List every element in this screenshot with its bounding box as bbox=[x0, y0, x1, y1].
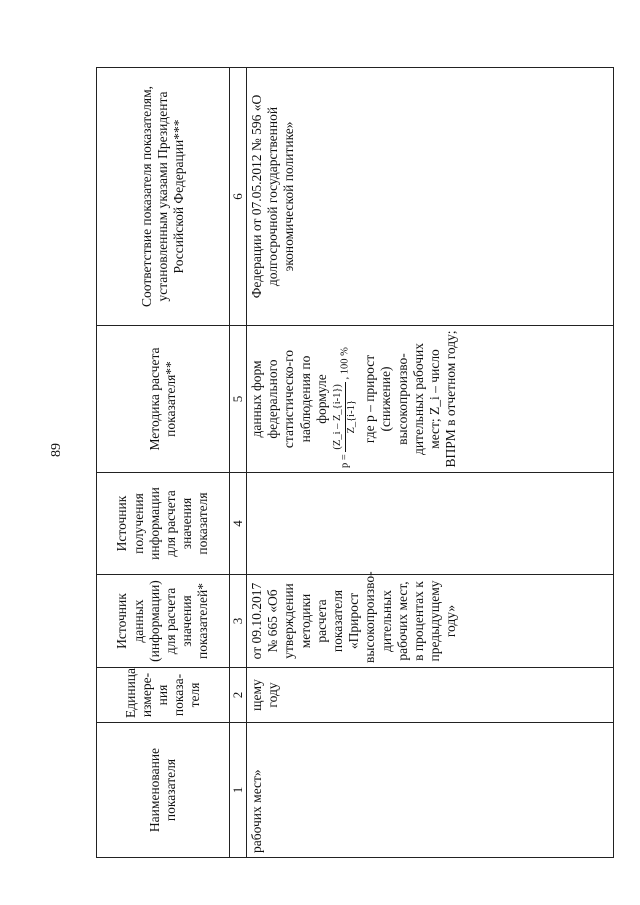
column-number: 1 bbox=[230, 723, 247, 858]
formula-fraction bbox=[332, 382, 358, 451]
formula-denominator: Z_{i-1} bbox=[345, 400, 357, 434]
header-info-source: Источник получения информации для расчета значения показателя bbox=[97, 473, 230, 575]
header-unit: Единица измере-ния показа-теля bbox=[97, 668, 230, 723]
column-number: 5 bbox=[230, 326, 247, 473]
header-indicator-name: Наименование показателя bbox=[97, 723, 230, 858]
cell-decree-compliance: Федерации от 07.05.2012 № 596 «О долгосрочной государственной экономической политике» bbox=[247, 68, 614, 326]
header-row bbox=[97, 68, 230, 858]
header-method: Методика расчета показателя** bbox=[97, 326, 230, 473]
header-data-source: Источник данных (информации) для расчета значения показателей* bbox=[97, 575, 230, 668]
indicator-table bbox=[96, 67, 614, 858]
cell-info-source bbox=[247, 473, 614, 575]
method-text-before-formula: данных форм федерального статистическо-го наблюдения по формуле bbox=[249, 349, 329, 449]
method-text-after-formula: где р – прирост (снижение) высокопроизво-дительных рабочих мест; Z_i – число ВПРМ в отчетном году; bbox=[362, 330, 459, 468]
cell-unit: щему году bbox=[247, 668, 614, 723]
cell-indicator-name: рабочих мест» bbox=[247, 723, 614, 858]
formula-numerator: (Z_i – Z_{i-1}) bbox=[332, 382, 346, 451]
page-number: 89 bbox=[49, 443, 64, 457]
column-number: 3 bbox=[230, 575, 247, 668]
table-row bbox=[247, 68, 614, 858]
formula-suffix: , 100 % bbox=[339, 347, 351, 380]
column-number: 6 bbox=[230, 68, 247, 326]
growth-formula bbox=[332, 330, 358, 468]
column-number-row bbox=[230, 68, 247, 858]
formula-lhs: p = bbox=[339, 454, 351, 468]
cell-data-source: от 09.10.2017 № 665 «Об утверждении методики расчета показателя «Прирост высокопроизво-дительных рабочих мест, в процентах к предыдущему году» bbox=[247, 575, 614, 668]
column-number: 4 bbox=[230, 473, 247, 575]
header-decree-compliance: Соответствие показателя показателям, установленным указами Президента Российской Федерации*** bbox=[97, 68, 230, 326]
column-number: 2 bbox=[230, 668, 247, 723]
cell-method bbox=[247, 326, 614, 473]
indicator-table-sheet bbox=[96, 68, 614, 858]
